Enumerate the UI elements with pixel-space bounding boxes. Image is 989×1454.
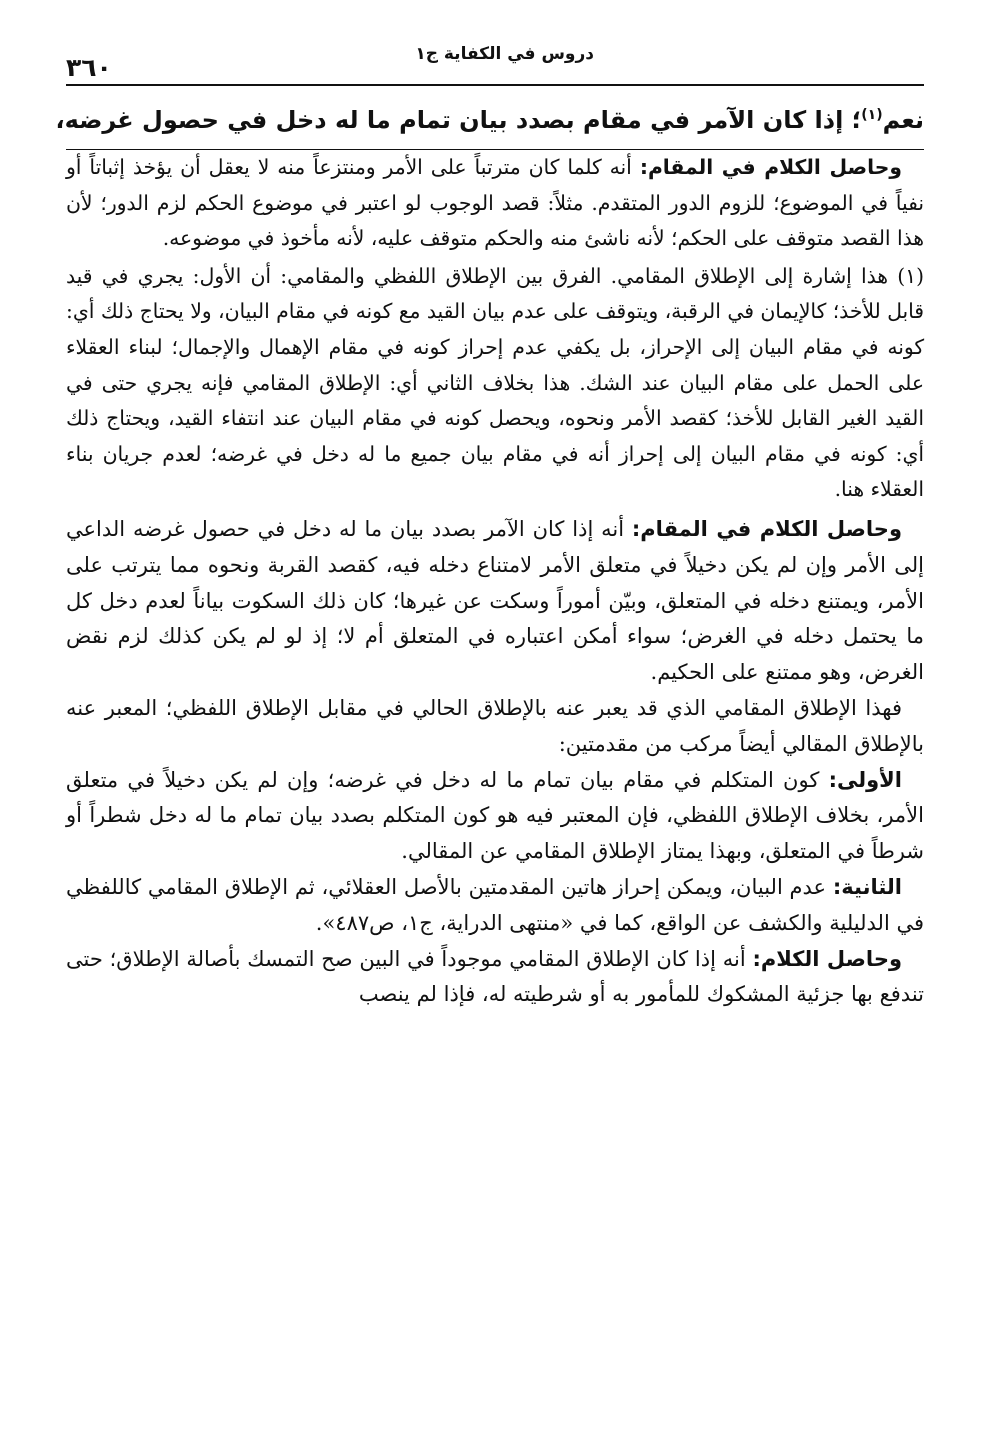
footnote-marker: (١)	[861, 107, 883, 123]
paragraph-text: أنه كلما كان مترتباً على الأمر ومنتزعاً منه لا يعقل أن يؤخذ إثباتاً أو نفياً في الموضوع؛ للزوم الدور المتقدم. مثلاً: قصد الوجوب لو اعتبر في موضوع الحكم لزم الدور؛ لأن هذا القصد متوقف على الحكم؛ لأنه ناشئ منه والحكم متوقف عليه، لأنه مأخوذ في موضوعه.	[66, 155, 924, 251]
body-paragraph-4	[66, 763, 924, 870]
document-page	[55, 32, 924, 1013]
commentary-section	[66, 150, 924, 257]
paragraph-text: أنه إذا كان الإطلاق المقامي موجوداً في البين صح التمسك بأصالة الإطلاق؛ حتى تندفع بها جزئية المشكوك للمأمور به أو شرطيته له، فإذا لم ينصب	[66, 946, 924, 1007]
body-paragraph-2	[66, 512, 924, 691]
body-section	[66, 508, 924, 1013]
body-paragraph-6	[66, 942, 924, 1014]
body-paragraph-5	[66, 870, 924, 942]
main-text-line	[55, 86, 924, 149]
paragraph-text: كون المتكلم في مقام بيان تمام ما له دخل في غرضه؛ وإن لم يكن دخيلاً في متعلق الأمر، بخلاف الإطلاق اللفظي، فإن المعتبر فيه هو كون المتكلم بصدد بيان تمام ما له دخل شطراً أو شرطاً في المتعلق، وبهذا يمتاز الإطلاق المقامي عن المقالي.	[66, 767, 924, 864]
footnote-text: (١) هذا إشارة إلى الإطلاق المقامي. الفرق بين الإطلاق اللفظي والمقامي: أن الأول: يجري في قيد قابل للأخذ؛ كالإيمان في الرقبة، ويتوقف على عدم بيان القيد مع كونه في مقام البيان، ولا يحتاج ذلك أي: كونه في مقام البيان إلى الإحراز، بل يكفي عدم إحراز كونه في مقام الإهمال والإجمال؛ لبناء العقلاء على الحمل على مقام البيان عند الشك. هذا بخلاف الثاني أي: الإطلاق المقامي فإنه يجري حتى في القيد الغير القابل للأخذ؛ كقصد الأمر ونحوه، ويحصل كونه في مقام البيان عند انتفاء القيد، ويحتاج ذلك أي: كونه في مقام البيان إلى إحراز أنه في مقام بيان جميع ما له دخل في غرضه؛ لعدم جريان بناء العقلاء هنا.	[66, 263, 924, 502]
main-text-rest: ؛ إذا كان الآمر في مقام بصدد بيان تمام ما له دخل في حصول غرضه،	[55, 106, 862, 134]
paragraph-lead: وحاصل الكلام في المقام:	[639, 155, 902, 179]
paragraph-lead: الأولى:	[828, 767, 902, 792]
page-header	[66, 32, 924, 82]
running-title: دروس في الكفاية ج١	[415, 44, 594, 64]
paragraph-text: عدم البيان، ويمكن إحراز هاتين المقدمتين بالأصل العقلائي، ثم الإطلاق المقامي كاللفظي في الدليلية والكشف عن الواقع، كما في «منتهى الدراية، ج١، ص٤٨٧».	[66, 874, 924, 935]
commentary-paragraph-1	[66, 150, 924, 257]
paragraph-lead: وحاصل الكلام في المقام:	[631, 516, 902, 541]
footnote-section	[66, 257, 924, 508]
paragraph-lead: وحاصل الكلام:	[752, 946, 903, 971]
page-number: ٣٦٠	[66, 53, 112, 82]
paragraph-text: أنه إذا كان الآمر بصدد بيان ما له دخل في حصول غرضه الداعي إلى الأمر وإن لم يكن دخيلاً في متعلق الأمر لامتناع دخله فيه، كقصد القربة ونحوه مما يترتب على الأمر، ويمتنع دخله في المتعلق، وبيّن أموراً وسكت عن غيرها؛ كان ذلك السكوت بياناً لعدم دخل كل ما يحتمل دخله في الغرض؛ سواء أمكن اعتباره في المتعلق أم لا؛ إذ لو لم يكن كذلك لزم نقض الغرض، وهو ممتنع على الحكيم.	[66, 516, 924, 685]
paragraph-lead: الثانية:	[832, 874, 902, 899]
body-paragraph-3: فهذا الإطلاق المقامي الذي قد يعبر عنه بالإطلاق الحالي في مقابل الإطلاق اللفظي؛ المعبر عنه بالإطلاق المقالي أيضاً مركب من مقدمتين:	[66, 695, 924, 756]
main-text-start: نعم	[882, 106, 924, 134]
